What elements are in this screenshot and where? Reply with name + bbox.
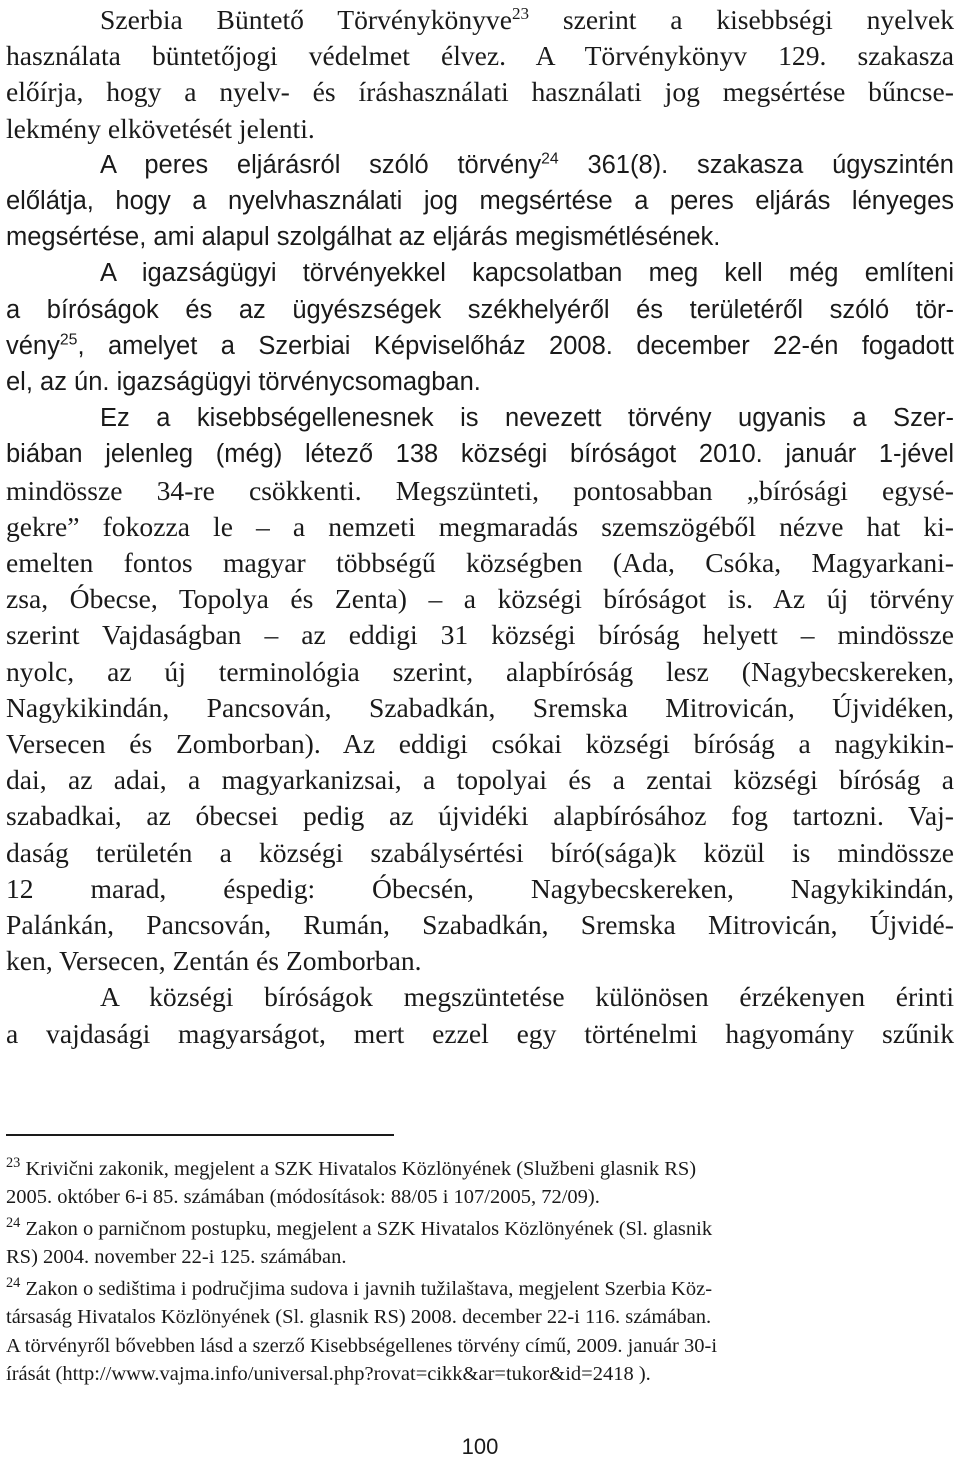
body-line	[6, 617, 954, 653]
footnote-text: Zakon o parničnom postupku, megjelent a SZK Hivatalos Közlönyének (Sl. glasnik	[20, 1218, 713, 1240]
body-text: a vajdasági magyarságot, mert ezzel egy történelmi hagyomány szűnik	[6, 1017, 954, 1049]
body-line	[100, 400, 954, 436]
footnote-line	[6, 1184, 954, 1210]
body-line	[6, 835, 954, 871]
footnote-line	[6, 1244, 954, 1270]
body-line	[6, 111, 954, 147]
body-line	[6, 871, 954, 907]
body-line	[6, 38, 954, 74]
body-text: A községi bíróságok megszüntetése különösen érzékenyen érinti	[100, 981, 954, 1013]
footnote-reference: 23	[511, 3, 530, 23]
body-text: 12 marad, éspedig: Óbecsén, Nagybecskereken, Nagykikindán,	[6, 872, 954, 904]
body-text: gekre” fokozza le – a nemzeti megmaradás szemszögéből nézve hat ki-	[6, 510, 954, 542]
body-line	[6, 473, 954, 509]
body-text: szerint Vajdaságban – az eddigi 31 községi bíróság helyett – mindössze	[6, 619, 954, 651]
body-text: Ez a kisebbségellenesnek is nevezett törvény ugyanis a Szer-	[100, 404, 954, 433]
body-text: megsértése, ami alapul szolgálhat az eljárás megismétlésének.	[6, 223, 721, 252]
footnote-line	[6, 1216, 954, 1242]
body-line	[6, 219, 954, 255]
body-line	[100, 147, 954, 183]
footnote-reference: 24	[6, 1275, 21, 1292]
body-line	[6, 364, 954, 400]
body-line	[6, 943, 954, 979]
body-text: , amelyet a Szerbiai Képviselőház 2008. december 22-én fogadott	[77, 331, 954, 360]
body-text: A igazságügyi törvényekkel kapcsolatban meg kell még említeni	[100, 259, 954, 288]
footnote-text: társaság Hivatalos Közlönyének (Sl. glasnik RS) 2008. december 22-i 116. számában.	[6, 1306, 712, 1328]
body-line	[6, 726, 954, 762]
body-line	[6, 907, 954, 943]
body-text: Szerbia Büntető Törvénykönyve	[100, 4, 512, 35]
footnote-line	[6, 1304, 954, 1330]
footnote-separator	[6, 1134, 394, 1136]
body-text: használata büntetőjogi védelmet élvez. A Törvénykönyv 129. szakasza	[6, 40, 954, 72]
body-line	[6, 581, 954, 617]
body-text: nyolc, az új terminológia szerint, alapbíróság lesz (Nagybecskereken,	[6, 655, 954, 687]
body-line	[6, 545, 954, 581]
body-text: szabadkai, az óbecsei pedig az újvidéki alapbírósához fog tartozni. Vaj-	[6, 800, 954, 832]
body-text: a bíróságok és az ügyészségek székhelyéről és területéről szóló tör-	[6, 295, 954, 324]
footnote-text: Zakon o sedištima i područjima sudova i javnih tužilaštava, megjelent Szerbia Köz-	[20, 1278, 713, 1300]
body-line	[6, 74, 954, 110]
body-text: biában jelenleg (még) létező 138 községi bíróságot 2010. január 1-jével	[6, 440, 954, 469]
footnote-text: A törvényről bővebben lásd a szerző Kisebbségellenes törvény című, 2009. január 30-i	[6, 1335, 718, 1357]
body-text: zsa, Óbecse, Topolya és Zenta) – a községi bíróságot is. Az új törvény	[6, 583, 954, 615]
body-text: dai, az adai, a magyarkanizsai, a topolyai és a zentai községi bíróság a	[6, 764, 954, 796]
footnote-line	[6, 1276, 954, 1302]
body-text: Versecen és Zomborban). Az eddigi csókai községi bíróság a nagykikin-	[6, 728, 954, 759]
footnote-reference: 23	[6, 1155, 21, 1172]
footnote-text: 2005. október 6-i 85. számában (módosítások: 88/05 i 107/2005, 72/09).	[6, 1186, 600, 1208]
body-text: Nagykikindán, Pancsován, Szabadkán, Sremska Mitrovicán, Újvidéken,	[6, 691, 954, 723]
body-text: emelten fontos magyar többségű községben (Ada, Csóka, Magyarkani-	[6, 547, 954, 578]
footnote-text: RS) 2004. november 22-i 125. számában.	[6, 1246, 347, 1268]
body-line	[6, 292, 954, 328]
footnote-line	[6, 1156, 954, 1182]
body-line	[6, 1016, 954, 1052]
body-text: mindössze 34-re csökkenti. Megszünteti, pontosabban „bírósági egysé-	[6, 474, 954, 506]
footnote-text: írását (http://www.vajma.info/universal.php?rovat=cikk&ar=tukor&id=2418 ).	[6, 1363, 651, 1385]
page-number: 100	[461, 1434, 499, 1459]
footnote-text: Krivični zakonik, megjelent a SZK Hivatalos Közlönyének (Službeni glasnik RS)	[20, 1158, 697, 1180]
body-text: előírja, hogy a nyelv- és íráshasználati használati jog megsértése bűncse-	[6, 76, 954, 108]
footnote-reference: 24	[6, 1215, 21, 1232]
body-text: lekmény elkövetését jelenti.	[6, 112, 315, 144]
footnote-line	[6, 1361, 954, 1387]
body-line	[6, 509, 954, 545]
body-text: 361(8). szakasza úgyszintén	[558, 150, 954, 179]
body-line	[6, 690, 954, 726]
footnote-reference: 24	[541, 150, 559, 168]
body-line	[6, 798, 954, 834]
body-line	[6, 436, 954, 472]
body-text: szerint a kisebbségi nyelvek	[529, 4, 954, 35]
body-text: el, az ún. igazságügyi törvénycsomagban.	[6, 368, 481, 396]
body-text: előlátja, hogy a nyelvhasználati jog megsértése a peres eljárás lényeges	[6, 187, 954, 215]
body-text: ken, Versecen, Zentán és Zomborban.	[6, 945, 422, 977]
body-line	[6, 328, 954, 364]
body-line	[6, 654, 954, 690]
body-line	[100, 979, 954, 1015]
body-line	[6, 762, 954, 798]
body-text: daság területén a községi szabálysértési bíró(sága)k közül is mindössze	[6, 836, 954, 868]
body-text: A peres eljárásról szóló törvény	[100, 150, 542, 179]
body-text: Palánkán, Pancsován, Rumán, Szabadkán, Sremska Mitrovicán, Újvidé-	[6, 909, 954, 940]
body-line	[6, 183, 954, 219]
footnote-line	[6, 1333, 954, 1359]
body-line	[100, 255, 954, 291]
footnote-reference: 25	[59, 331, 78, 349]
body-line	[100, 2, 954, 38]
body-text: vény	[6, 331, 60, 360]
